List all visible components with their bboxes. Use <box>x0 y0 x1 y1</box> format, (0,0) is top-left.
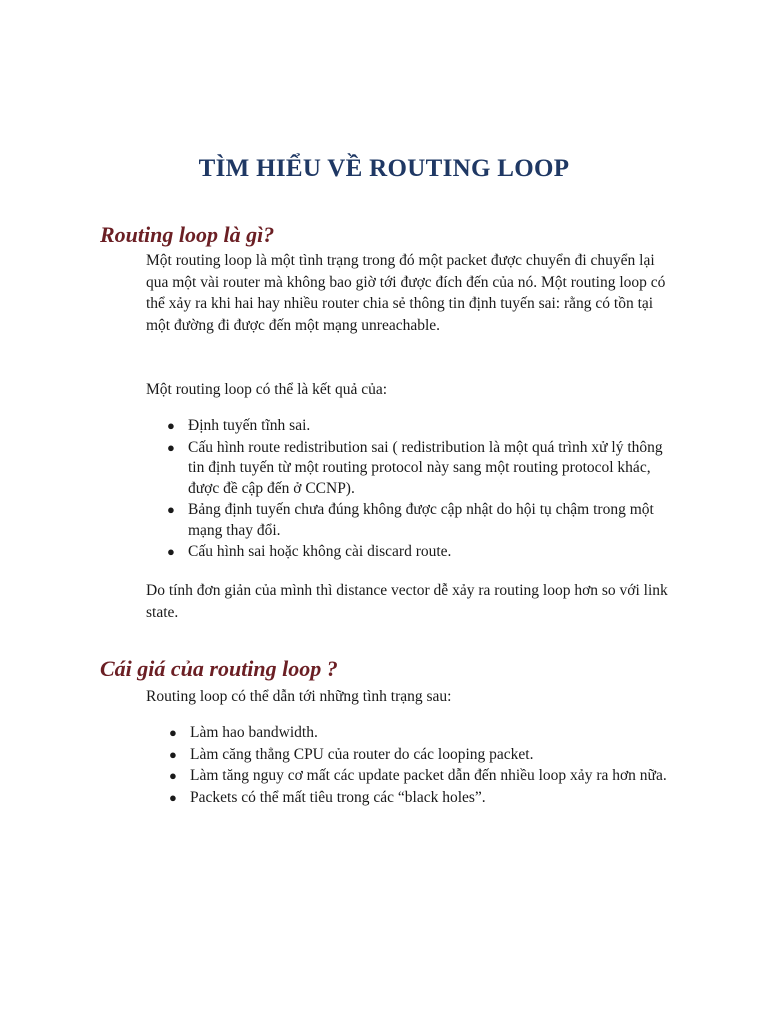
list-item <box>169 723 680 744</box>
list-item-text: Làm tăng nguy cơ mất các update packet dẫn đến nhiều loop xảy ra hơn nữa. <box>190 767 667 784</box>
comparison-paragraph: Do tính đơn giản của mình thì distance vector dễ xảy ra routing loop hơn so với link state. <box>146 582 668 621</box>
list-item-text: Cấu hình sai hoặc không cài discard route. <box>188 543 452 560</box>
bullet-icon: ● <box>167 418 175 433</box>
list-item-text: Packets có thể mất tiêu trong các “black holes”. <box>190 788 486 806</box>
bullet-icon: ● <box>167 544 175 559</box>
page-title: TÌM HIỂU VỀ ROUTING LOOP <box>198 155 570 182</box>
bullet-icon: ● <box>169 746 177 762</box>
list-item <box>169 766 680 787</box>
consequences-list <box>169 723 680 808</box>
list-item <box>167 542 678 563</box>
bullet-icon: ● <box>167 502 175 517</box>
list-item <box>169 745 680 766</box>
list-item-text: Bảng định tuyến chưa đúng không được cập nhật do hội tụ chậm trong một mạng thay đổi. <box>188 501 654 539</box>
consequences-intro-paragraph: Routing loop có thể dẫn tới những tình trạng sau: <box>146 688 452 705</box>
list-item <box>167 416 678 437</box>
bullet-icon: ● <box>167 439 175 455</box>
causes-intro-paragraph: Một routing loop có thể là kết quả của: <box>146 381 388 398</box>
list-item-text: Cấu hình route redistribution sai ( redistribution là một quá trình xử lý thông tin định tuyến từ một routing protocol này sang một routing protocol khác, được đề cập đến ở CCNP). <box>188 438 663 497</box>
list-item <box>167 500 678 541</box>
definition-paragraph: Một routing loop là một tình trạng trong đó một packet được chuyển đi chuyển lại qua một vài router mà không bao giờ tới được đích đến của nó. Một routing loop có thể xảy ra khi hai hay nhiều router chia sẻ thông tin định tuyến sai: rằng có tồn tại một đường đi được đến một mạng unreachable. <box>146 252 666 334</box>
list-item <box>169 788 680 809</box>
section-heading-cost: Cái giá của routing loop ? <box>100 656 338 681</box>
bullet-icon: ● <box>169 789 177 805</box>
list-item-text: Làm căng thẳng CPU của router do các looping packet. <box>190 745 534 763</box>
bullet-icon: ● <box>169 725 177 740</box>
list-item-text: Làm hao bandwidth. <box>190 724 318 741</box>
list-item-text: Định tuyến tĩnh sai. <box>188 417 311 434</box>
causes-list <box>167 416 678 563</box>
list-item <box>167 438 678 500</box>
bullet-icon: ● <box>169 768 177 783</box>
section-heading-what-is: Routing loop là gì? <box>100 222 275 247</box>
